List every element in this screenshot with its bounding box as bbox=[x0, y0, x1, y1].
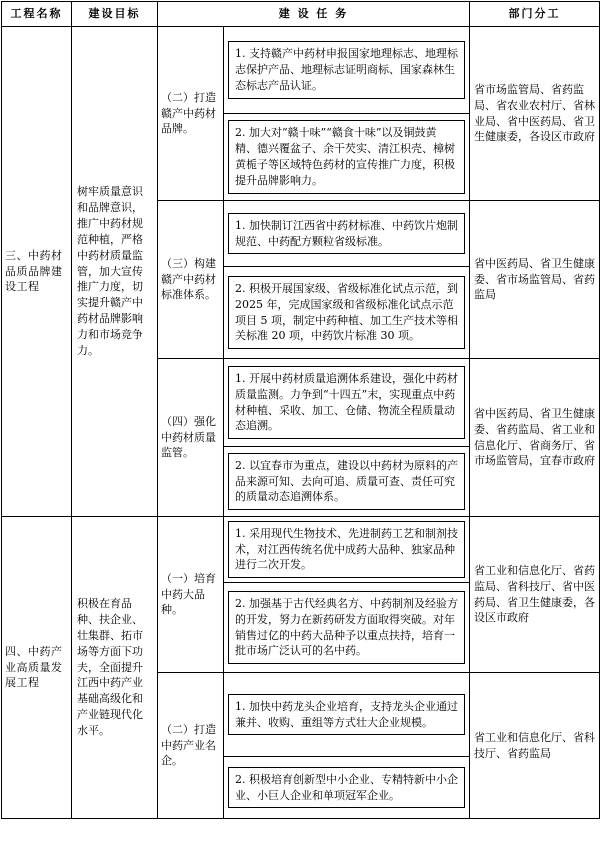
task-item: 2. 以宜春市为重点，建设以中药材为原料的产品来源可知、去向可追、质量可查、责任可究的质量动态追溯体系。 bbox=[228, 453, 465, 511]
task-item: 1. 开展中药材质量追溯体系建设，强化中药材质量监测。力争到“十四五”末，实现重点中药材种植、采收、加工、仓储、物流全程质量动态追溯。 bbox=[228, 366, 465, 440]
task-item: 1. 加快制订江西省中药材标准、中药饮片炮制规范、中药配方颗粒省级标准。 bbox=[228, 213, 465, 255]
table-row bbox=[2, 27, 600, 114]
header-dept: 部门分工 bbox=[470, 2, 600, 27]
task-table bbox=[1, 1, 600, 819]
department: 省工业和信息化厅、省药监局、省科技厅、省中医药局、省卫生健康委，各设区市政府 bbox=[470, 517, 600, 673]
subtask-label: （二）打造中药产业名企。 bbox=[158, 673, 224, 819]
subtask-label: （三）构建赣产中药材标准体系。 bbox=[158, 201, 224, 359]
task-item: 1. 采用现代生物技术、先进制药工艺和制剂技术，对江西传统名优中成药大品种、独家品种进行二次开发。 bbox=[228, 521, 465, 579]
project-name: 三、中药材品质品牌建设工程 bbox=[2, 27, 72, 517]
project-goal: 树牢质量意识和品牌意识，推广中药材规范种植，严格中药材质量监管，加大宣传推广力度，切实提升赣产中药材品牌影响力和市场竞争力。 bbox=[72, 27, 158, 517]
department: 省中医药局、省卫生健康委、省药监局、省工业和信息化厅、省商务厅、省市场监管局，宜春市政府 bbox=[470, 359, 600, 517]
project-goal: 积极在育品种、扶企业、壮集群、拓市场等方面下功夫，全面提升江西中药产业基础高级化和产业链现代化水平。 bbox=[72, 517, 158, 819]
header-task: 建 设 任 务 bbox=[158, 2, 470, 27]
table-header-row bbox=[2, 2, 600, 27]
project-name: 四、中药产业高质量发展工程 bbox=[2, 517, 72, 819]
table-row bbox=[2, 517, 600, 583]
department: 省市场监管局、省药监局、省农业农村厅、省林业局、省中医药局、省卫生健康委，各设区市政府 bbox=[470, 27, 600, 201]
task-item: 1. 支持赣产中药材申报国家地理标志、地理标志保护产品、地理标志证明商标、国家森林生态标志产品认证。 bbox=[228, 41, 465, 99]
task-item: 1. 加快中药龙头企业培育，支持龙头企业通过兼并、收购、重组等方式壮大企业规模。 bbox=[228, 694, 465, 736]
subtask-label: （二）打造赣产中药材品牌。 bbox=[158, 27, 224, 201]
subtask-label: （四）强化中药材质量监管。 bbox=[158, 359, 224, 517]
subtask-label: （一）培育中药大品种。 bbox=[158, 517, 224, 673]
header-project: 工程名称 bbox=[2, 2, 72, 27]
header-goal: 建设目标 bbox=[72, 2, 158, 27]
task-item: 2. 加大对“赣十味”“赣食十味”以及铜鼓黄精、德兴覆盆子、余干芡实、清江枳壳、樟树黄栀子等区域特色药材的宣传推广力度，积极提升品牌影响力。 bbox=[228, 120, 465, 194]
task-item: 2. 加强基于古代经典名方、中药制剂及经验方的开发，努力在新药研发方面取得突破。对年销售过亿的中药大品种予以重点扶持，培育一批市场广泛认可的名中药。 bbox=[228, 591, 465, 665]
task-item: 2. 积极开展国家级、省级标准化试点示范，到 2025 年，完成国家级和省级标准化试点示范项目 5 项，制定中药种植、加工生产技术等相关标准 20 项，中药饮片标准 30 项。 bbox=[228, 276, 465, 350]
department: 省工业和信息化厅、省科技厅、省药监局 bbox=[470, 673, 600, 819]
department: 省中医药局、省卫生健康委、省市场监管局、省药监局 bbox=[470, 201, 600, 359]
task-item: 2. 积极培育创新型中小企业、专精特新中小企业、小巨人企业和单项冠军企业。 bbox=[228, 767, 465, 809]
